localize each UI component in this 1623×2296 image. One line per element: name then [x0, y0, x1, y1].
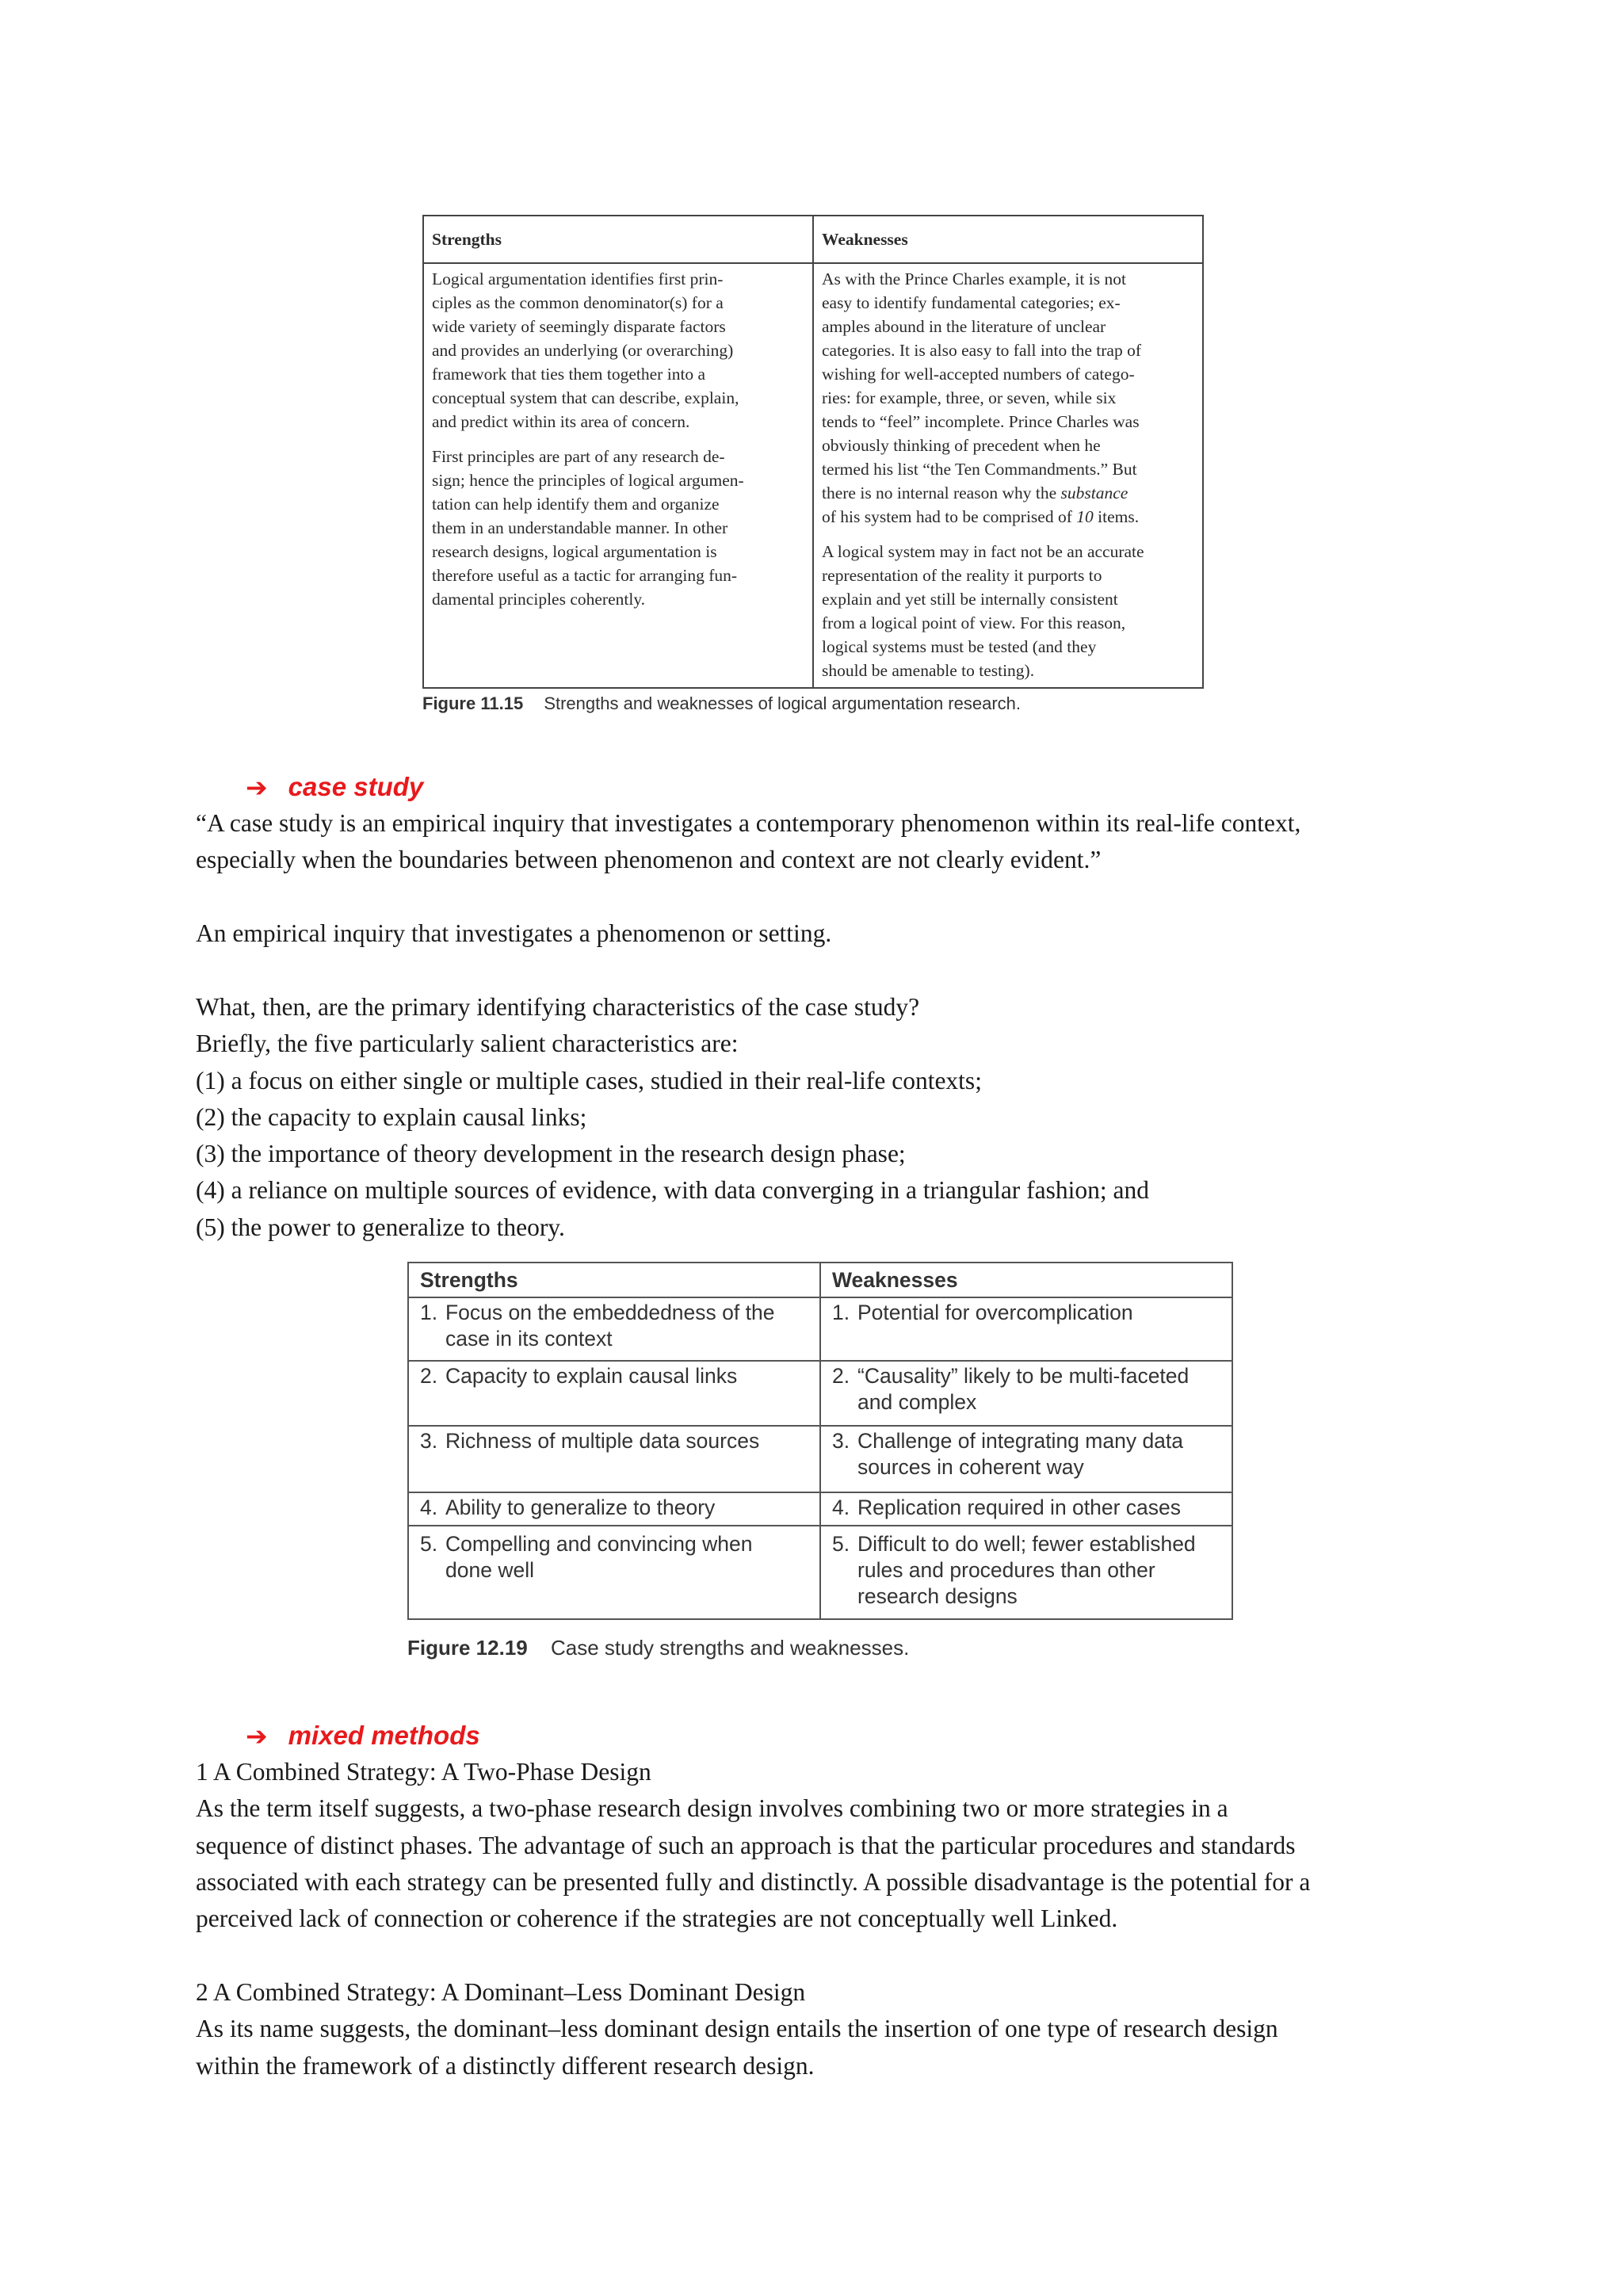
dominant-design-section: 2 A Combined Strategy: A Dominant–Less Dominant Design As its name suggests, the dominant–less dominant design entails the insertion of one type of research design within the framework of a distinctly different research design. [196, 1974, 1432, 2084]
mixed-methods-heading-text: mixed methods [288, 1721, 480, 1750]
strengths-paragraph: First principles are part of any research de- sign; hence the principles of logical argumen- tation can help identify them and organize them in an understandable manner. In other research designs, logical argumentation is therefore useful as a tactic for arranging fun- damental principles coherently. [432, 447, 744, 609]
strengths-header: Strengths [423, 216, 813, 263]
mixed-methods-heading [246, 1718, 480, 1753]
weaknesses-cell [813, 263, 1203, 688]
logical-argumentation-table [422, 215, 1204, 689]
arrow-right-icon: ➔ [246, 772, 268, 802]
weakness-item: 3. Challenge of integrating many data sources in coherent way [820, 1426, 1232, 1492]
weaknesses-header: Weaknesses [813, 216, 1203, 263]
case-study-characteristics: What, then, are the primary identifying characteristics of the case study? Briefly, the five particularly salient characteristics are: (1) a focus on either single or multiple cases, studied in their real‑life contexts; (2) the capacity to explain causal links; (3) the importance of theory development in the research design phase; (4) a reliance on multiple sources of evidence, with data converging in a triangular fashion; and (5) the power to generalize to theory. [196, 993, 1149, 1241]
case-study-heading-text: case study [288, 772, 424, 801]
strength-item: 1. Focus on the embeddedness of the case in its context [408, 1297, 820, 1361]
weaknesses-paragraph: As with the Prince Charles example, it is not easy to identify fundamental categories; ex- amples abound in the literature of unclear categories. It is also easy to fall into the trap of wishing for well-accepted numbers of catego- ries: for example, three, or seven, while six tends to “feel” incomplete. Prince Charles was obviously thinking of precedent when he termed his list “the Ten Commandments.” But there is no internal reason why the substance of his system had to be comprised of 10 items. [822, 269, 1141, 526]
strengths-cell [423, 263, 813, 688]
figure-number: Figure 11.15 [422, 693, 524, 713]
two-phase-design-section: 1 A Combined Strategy: A Two‑Phase Design As the term itself suggests, a two‑phase research design involves combining two or more strategies in a sequence of distinct phases. The advantage of such an approach is that the particular procedures and standards associated with each strategy can be presented fully and distinctly. A possible disadvantage is the potential for a perceived lack of connection or coherence if the strategies are not conceptually well Linked. [196, 1754, 1432, 1937]
strengths-header: Strengths [408, 1263, 820, 1297]
figure-caption-text: Case study strengths and weaknesses. [550, 1636, 910, 1660]
figure-number: Figure 12.19 [407, 1636, 528, 1660]
weaknesses-paragraph: A logical system may in fact not be an accurate representation of the reality it purports to explain and yet still be internally consistent from a logical point of view. For this reason, logical systems must be tested (and they should be amenable to testing). [822, 542, 1144, 680]
figure-caption [407, 1636, 1232, 1660]
section-title: 1 A Combined Strategy: A Two‑Phase Design [196, 1758, 651, 1786]
case-study-table [407, 1262, 1233, 1620]
table-row [408, 1297, 1232, 1361]
case-study-heading [246, 770, 423, 804]
strength-item: 2. Capacity to explain causal links [408, 1361, 820, 1426]
figure-11-15 [422, 215, 1202, 714]
table-row [408, 1492, 1232, 1526]
strength-item: 4. Ability to generalize to theory [408, 1492, 820, 1526]
weakness-item: 5. Difficult to do well; fewer established rules and procedures than other research designs [820, 1526, 1232, 1619]
figure-12-19 [407, 1262, 1232, 1660]
arrow-right-icon: ➔ [246, 1721, 268, 1751]
case-study-quote: “A case study is an empirical inquiry that investigates a contemporary phenomenon within its real‑life context, especially when the boundaries between phenomenon and context are not clearly evident.” [196, 809, 1301, 874]
weakness-item: 4. Replication required in other cases [820, 1492, 1232, 1526]
figure-caption-text: Strengths and weaknesses of logical argumentation research. [544, 693, 1021, 713]
figure-caption [422, 693, 1202, 714]
weakness-item: 1. Potential for overcomplication [820, 1297, 1232, 1361]
weaknesses-header: Weaknesses [820, 1263, 1232, 1297]
table-row [408, 1526, 1232, 1619]
weakness-item: 2. “Causality” likely to be multi-faceted and complex [820, 1361, 1232, 1426]
table-row [408, 1361, 1232, 1426]
table-row [408, 1426, 1232, 1492]
case-study-definition: An empirical inquiry that investigates a phenomenon or setting. [196, 919, 832, 947]
strength-item: 5. Compelling and convincing when done well [408, 1526, 820, 1619]
section-title: 2 A Combined Strategy: A Dominant–Less Dominant Design [196, 1978, 806, 2006]
strength-item: 3. Richness of multiple data sources [408, 1426, 820, 1492]
strengths-paragraph: Logical argumentation identifies first prin- ciples as the common denominator(s) for a wide variety of seemingly disparate factors and provides an underlying (or overarching) framework that ties them together into a conceptual system that can describe, explain, and predict within its area of concern. [432, 269, 739, 431]
